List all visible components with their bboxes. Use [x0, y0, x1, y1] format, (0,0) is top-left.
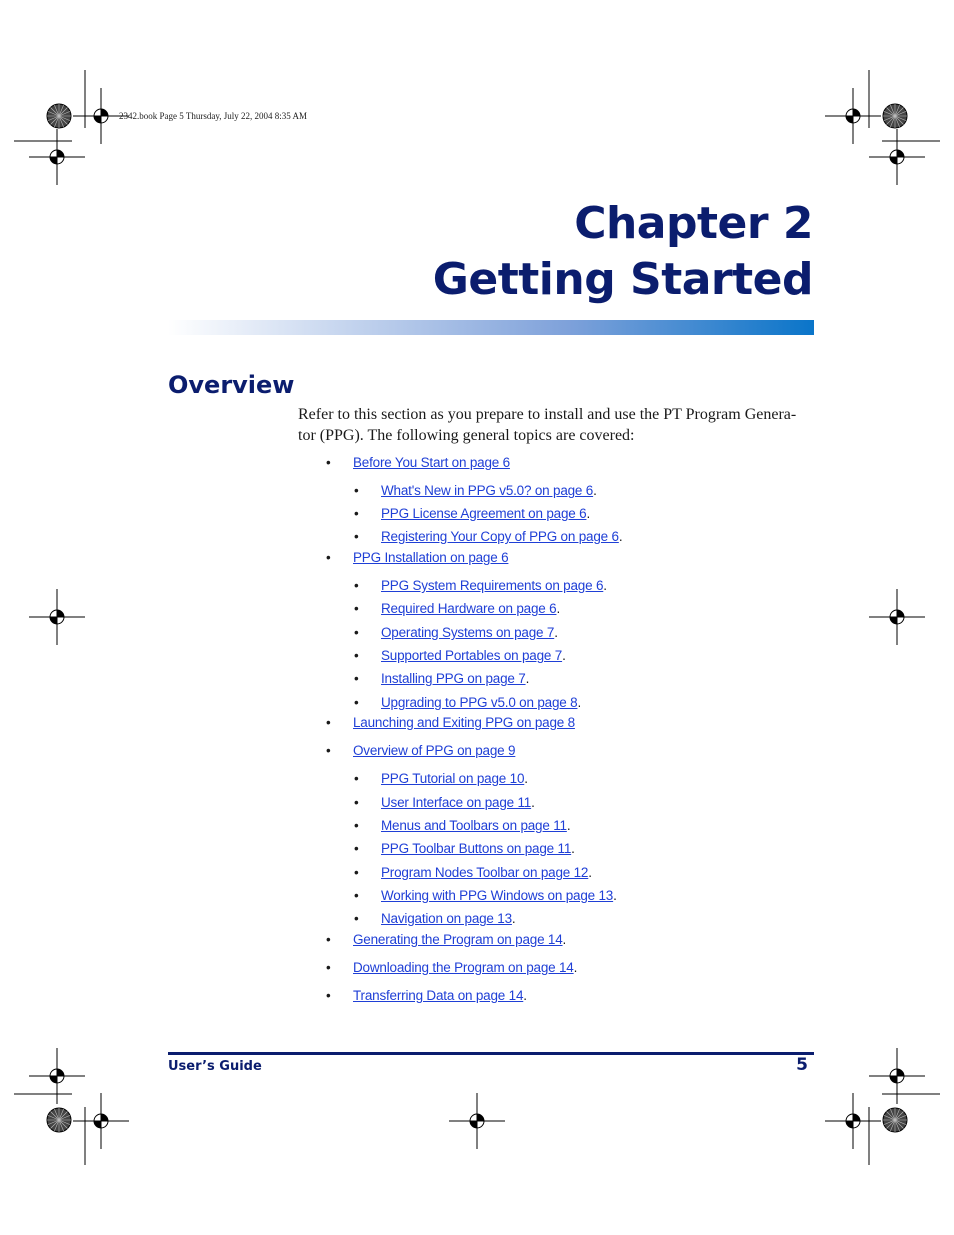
list-item: [326, 742, 516, 760]
toc-link[interactable]: Menus and Toolbars on page 11: [381, 818, 567, 833]
chapter-name: Getting Started: [432, 254, 813, 305]
list-item: • PPG License Agreement on page 6.: [354, 506, 591, 521]
list-item: • Upgrading to PPG v5.0 on page 8.: [354, 695, 582, 710]
section-intro: [298, 404, 818, 446]
bullet-icon: •: [354, 483, 359, 498]
bullet-icon: •: [326, 715, 331, 730]
toc-link[interactable]: Transferring Data on page 14: [353, 988, 524, 1003]
bullet-icon: •: [354, 625, 359, 640]
toc-link[interactable]: What's New in PPG v5.0? on page 6: [381, 483, 594, 498]
toc-link[interactable]: Installing PPG on page 7: [381, 671, 526, 686]
bullet-icon: •: [354, 578, 359, 593]
page-number: 5: [796, 1055, 808, 1075]
list-item: • Program Nodes Toolbar on page 12.: [354, 865, 593, 880]
print-slug: 2342.book Page 5 Thursday, July 22, 2004 8:35 AM: [119, 111, 307, 121]
list-item: • Working with PPG Windows on page 13.: [354, 888, 617, 903]
chapter-number: Chapter 2: [574, 198, 813, 249]
list-item: [326, 454, 510, 472]
bullet-icon: •: [354, 601, 359, 616]
list-item: [326, 714, 575, 732]
bullet-icon: •: [354, 529, 359, 544]
bullet-icon: •: [354, 841, 359, 856]
list-item: • Operating Systems on page 7.: [354, 625, 558, 640]
toc-link[interactable]: Supported Portables on page 7: [381, 648, 563, 663]
list-item: • Navigation on page 13.: [354, 911, 516, 926]
toc-link[interactable]: Registering Your Copy of PPG on page 6: [381, 529, 619, 544]
bullet-icon: •: [354, 911, 359, 926]
list-item: • Menus and Toolbars on page 11.: [354, 818, 571, 833]
list-item: • Supported Portables on page 7.: [354, 648, 566, 663]
bullet-icon: •: [354, 771, 359, 786]
list-item: • Generating the Program on page 14.: [326, 932, 567, 947]
bullet-icon: •: [354, 695, 359, 710]
chapter-title-gradient-bar: [168, 320, 814, 335]
list-item: [326, 549, 509, 567]
toc-link[interactable]: PPG System Requirements on page 6: [381, 578, 604, 593]
intro-line-1: Refer to this section as you prepare to install and use the PT Program Genera-: [298, 406, 797, 423]
list-item: • What's New in PPG v5.0? on page 6.: [354, 483, 597, 498]
bullet-icon: •: [354, 506, 359, 521]
bullet-icon: •: [354, 888, 359, 903]
list-item: • Registering Your Copy of PPG on page 6.: [354, 529, 623, 544]
toc-link[interactable]: Downloading the Program on page 14: [353, 960, 574, 975]
list-item: • Required Hardware on page 6.: [354, 601, 561, 616]
toc-link[interactable]: Generating the Program on page 14: [353, 932, 563, 947]
toc-link[interactable]: Navigation on page 13: [381, 911, 512, 926]
bullet-icon: •: [354, 671, 359, 686]
toc-link[interactable]: Program Nodes Toolbar on page 12: [381, 865, 589, 880]
toc-link[interactable]: Required Hardware on page 6: [381, 601, 557, 616]
intro-line-2: tor (PPG). The following general topics are covered:: [298, 427, 635, 444]
list-item: • PPG Tutorial on page 10.: [354, 771, 529, 786]
toc-link[interactable]: User Interface on page 11: [381, 795, 532, 810]
list-item: • Downloading the Program on page 14.: [326, 960, 578, 975]
bullet-icon: •: [326, 988, 331, 1003]
toc-link[interactable]: Upgrading to PPG v5.0 on page 8: [381, 695, 578, 710]
toc-link[interactable]: Working with PPG Windows on page 13: [381, 888, 614, 903]
toc-link[interactable]: Launching and Exiting PPG on page 8: [353, 715, 575, 730]
toc-link[interactable]: Operating Systems on page 7: [381, 625, 555, 640]
toc-link[interactable]: PPG License Agreement on page 6: [381, 506, 587, 521]
toc-link[interactable]: Before You Start on page 6: [353, 455, 510, 470]
list-item: • Transferring Data on page 14.: [326, 988, 528, 1003]
bullet-icon: •: [354, 818, 359, 833]
toc-link[interactable]: PPG Installation on page 6: [353, 550, 509, 565]
toc-link[interactable]: Overview of PPG on page 9: [353, 743, 516, 758]
section-heading: Overview: [168, 371, 295, 399]
bullet-icon: •: [326, 550, 331, 565]
bullet-icon: •: [354, 795, 359, 810]
list-item: • PPG Toolbar Buttons on page 11.: [354, 841, 575, 856]
bullet-icon: •: [354, 865, 359, 880]
toc-link[interactable]: PPG Tutorial on page 10: [381, 771, 525, 786]
list-item: • User Interface on page 11.: [354, 795, 535, 810]
bullet-icon: •: [326, 932, 331, 947]
list-item: • Installing PPG on page 7.: [354, 671, 530, 686]
footer-book-title: User’s Guide: [168, 1059, 262, 1074]
bullet-icon: •: [326, 743, 331, 758]
footer-rule: [168, 1052, 814, 1055]
toc-link[interactable]: PPG Toolbar Buttons on page 11: [381, 841, 572, 856]
bullet-icon: •: [326, 455, 331, 470]
chapter-title: [433, 196, 813, 308]
bullet-icon: •: [354, 648, 359, 663]
bullet-icon: •: [326, 960, 331, 975]
list-item: • PPG System Requirements on page 6.: [354, 578, 608, 593]
